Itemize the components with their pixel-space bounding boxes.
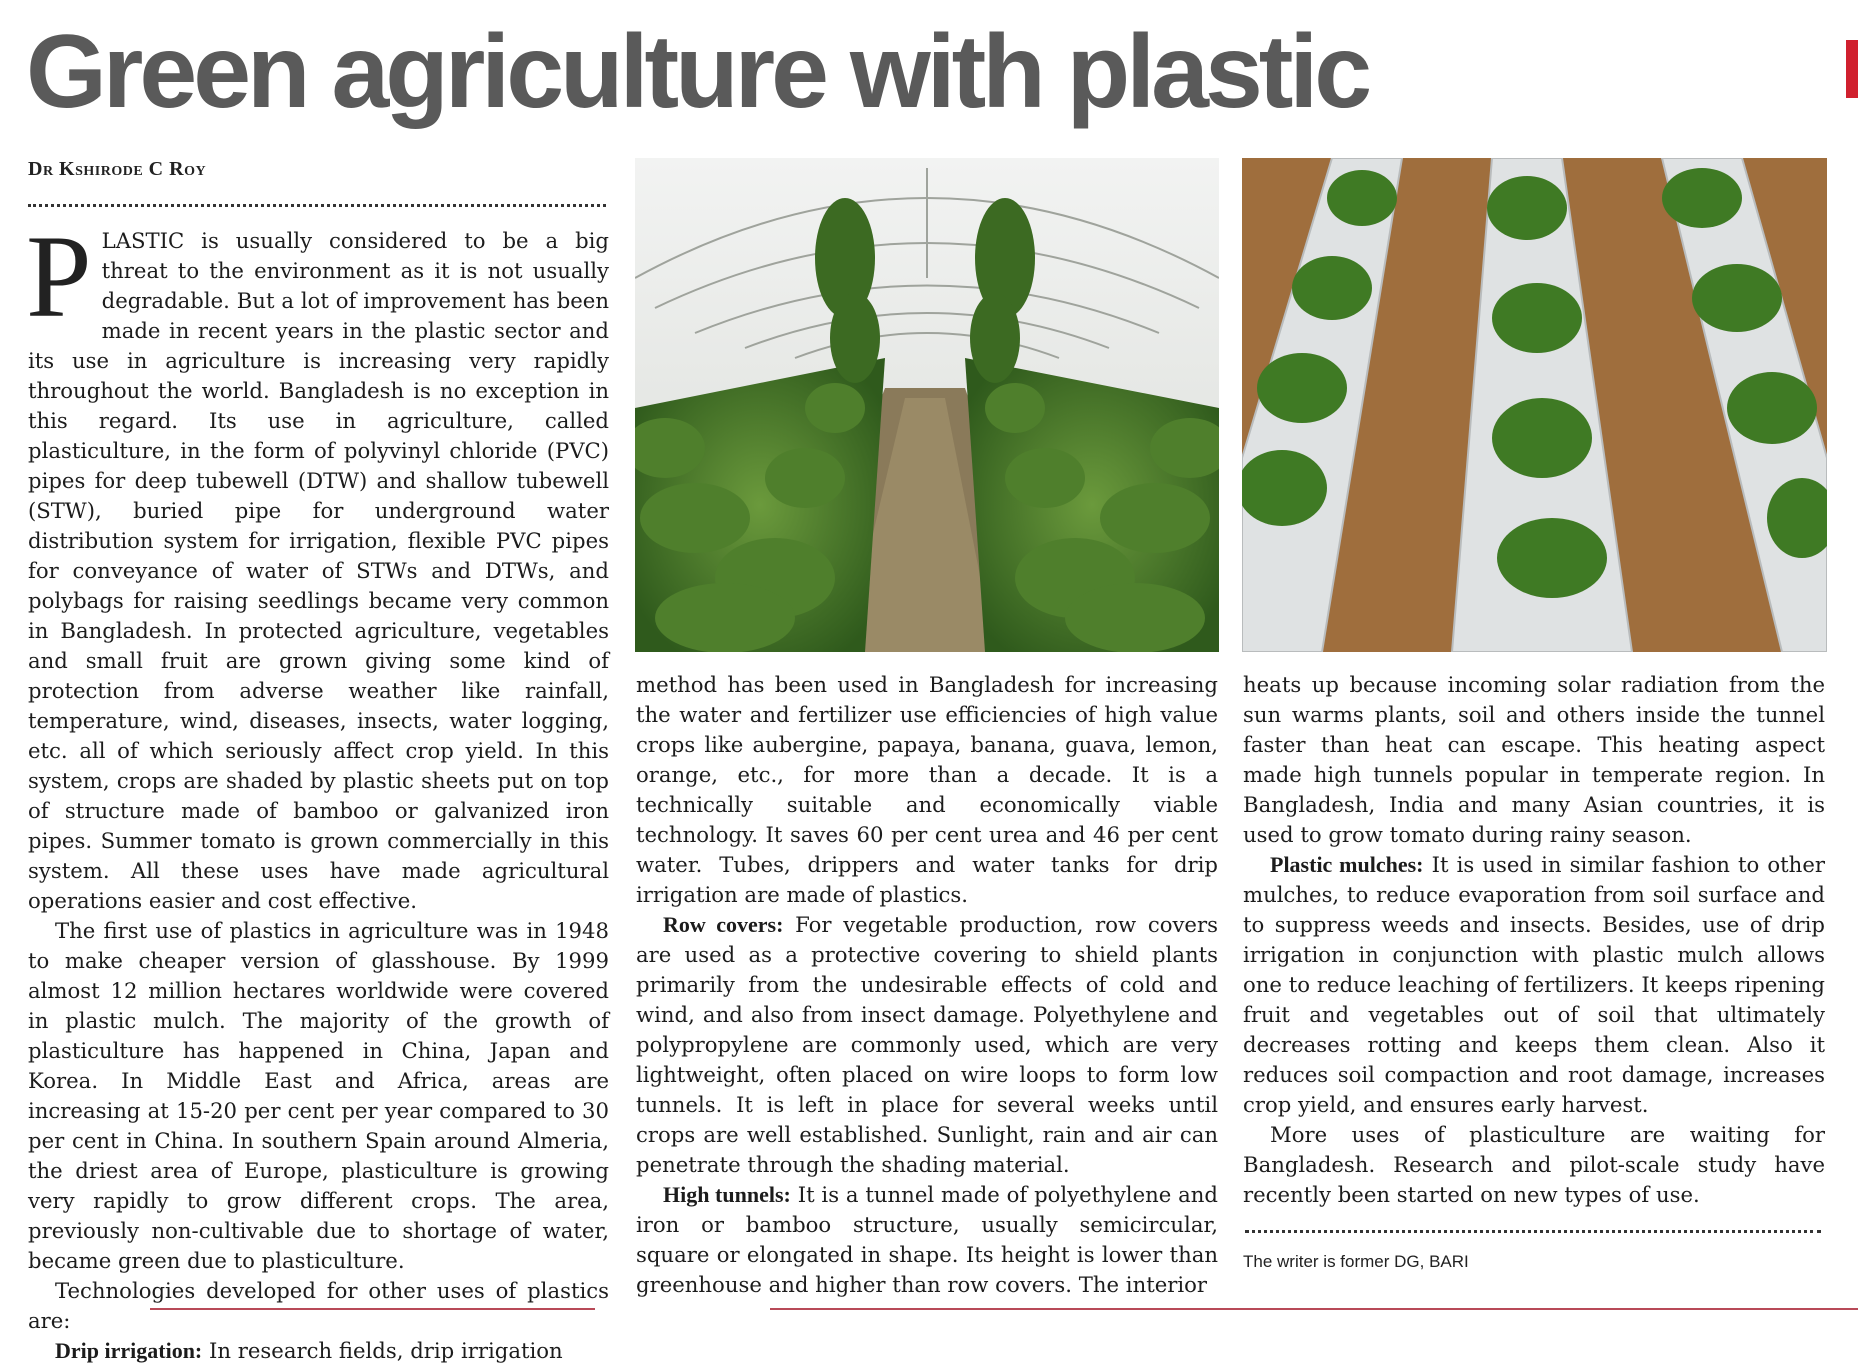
byline: Dr Kshirode C Roy bbox=[28, 158, 207, 180]
greenhouse-tunnel-photo bbox=[635, 158, 1219, 652]
article-column-2 bbox=[636, 670, 1218, 1300]
high-tunnels-heading: High tunnels: bbox=[663, 1182, 791, 1207]
intro-paragraph: PLASTIC is usually considered to be a big threat to the environment as it is not usually degradable. But a lot of improvement has been made in recent years in the plastic sector and its use in agriculture is increasing very rapidly throughout the world. Bangladesh is no exception in this regard. Its use in agriculture, called plasticulture, in the form of polyvinyl chloride (PVC) pipes for deep tubewell (DTW) and shallow tubewell (STW), buried pipe for underground water distribution system for irrigation, flexible PVC pipes for conveyance of water of STWs and DTWs, and polybags for raising seedlings became very common in Bangladesh. In protected agriculture, vegetables and small fruit are grown giving some kind of protection from adverse weather like rainfall, temperature, wind, diseases, insects, water logging, etc. all of which seriously affect crop yield. In this system, crops are shaded by plastic sheets put on top of structure made of bamboo or galvanized iron pipes. Summer tomato is grown commercially in this system. All these uses have made agricultural operations easier and cost effective. bbox=[26, 211, 609, 913]
bottom-rule-left bbox=[150, 1308, 595, 1310]
row-covers-heading: Row covers: bbox=[663, 912, 784, 937]
writer-note-divider bbox=[1245, 1230, 1821, 1233]
article-column-1 bbox=[26, 211, 609, 1366]
history-paragraph: The first use of plastics in agriculture was in 1948 to make cheaper version of glasshouse. By 1999 almost 12 million hectares worldwide were covered in plastic mulch. The majority of the growth of plasticulture has happened in China, Japan and Korea. In Middle East and Africa, areas are increasing at 15-20 per cent per year compared to 30 per cent in China. In southern Spain around Almeria, the driest area of Europe, plasticulture is growing very rapidly to grow different crops. The area, previously non-cultivable due to shortage of water, became green due to plasticulture. bbox=[28, 918, 609, 1273]
section-marker bbox=[1846, 40, 1858, 98]
byline-divider bbox=[28, 204, 606, 207]
conclusion-paragraph: More uses of plasticulture are waiting for Bangladesh. Research and pilot-scale study have recently been started on new types of use. bbox=[1243, 1122, 1825, 1207]
plastic-mulch-field-photo bbox=[1242, 158, 1827, 652]
technologies-intro: Technologies developed for other uses of plastics are: bbox=[28, 1278, 609, 1333]
drip-irrigation-heading: Drip irrigation: bbox=[55, 1338, 203, 1363]
writer-note: The writer is former DG, BARI bbox=[1243, 1252, 1469, 1271]
article-column-3 bbox=[1243, 670, 1825, 1210]
high-tunnels-continued: heats up because incoming solar radiation from the sun warms plants, soil and others inside the tunnel faster than heat can escape. This heating aspect made high tunnels popular in temperate region. In Bangladesh, India and many Asian countries, it is used to grow tomato during rainy season. bbox=[1243, 672, 1825, 847]
high-tunnels-paragraph: High tunnels: It is a tunnel made of polyethylene and iron or bamboo structure, usually semicircular, square or elongated in shape. Its height is lower than greenhouse and higher than row covers. The interior bbox=[636, 1182, 1218, 1297]
bottom-rule-right bbox=[770, 1308, 1858, 1310]
plastic-mulches-paragraph: Plastic mulches: It is used in similar fashion to other mulches, to reduce evaporation from soil surface and to suppress weeds and insects. Besides, use of drip irrigation in conjunction with plastic mulch allows one to reduce leaching of fertilizers. It keeps ripening fruit and vegetables out of soil that ultimately decreases rotting and keeps them clean. Also it reduces soil compaction and root damage, increases crop yield, and ensures early harvest. bbox=[1243, 852, 1825, 1117]
plastic-mulches-heading: Plastic mulches: bbox=[1270, 852, 1424, 877]
drip-irrigation-continued: method has been used in Bangladesh for increasing the water and fertilizer use efficiencies of high value crops like aubergine, papaya, banana, guava, lemon, orange, etc., for more than a decade. It is a technically suitable and economically viable technology. It saves 60 per cent urea and 46 per cent water. Tubes, drippers and water tanks for drip irrigation are made of plastics. bbox=[636, 672, 1218, 907]
row-covers-paragraph: Row covers: For vegetable production, row covers are used as a protective covering to shield plants primarily from the undesirable effects of cold and wind, and also from insect damage. Polyethylene and polypropylene are commonly used, which are very lightweight, often placed on wire loops to form low tunnels. It is left in place for several weeks until crops are well established. Sunlight, rain and air can penetrate through the shading material. bbox=[636, 912, 1218, 1177]
headline: Green agriculture with plastic bbox=[26, 14, 1369, 130]
drip-irrigation-paragraph: Drip irrigation: In research fields, drip irrigation bbox=[55, 1338, 563, 1363]
drop-cap: P bbox=[26, 211, 92, 342]
